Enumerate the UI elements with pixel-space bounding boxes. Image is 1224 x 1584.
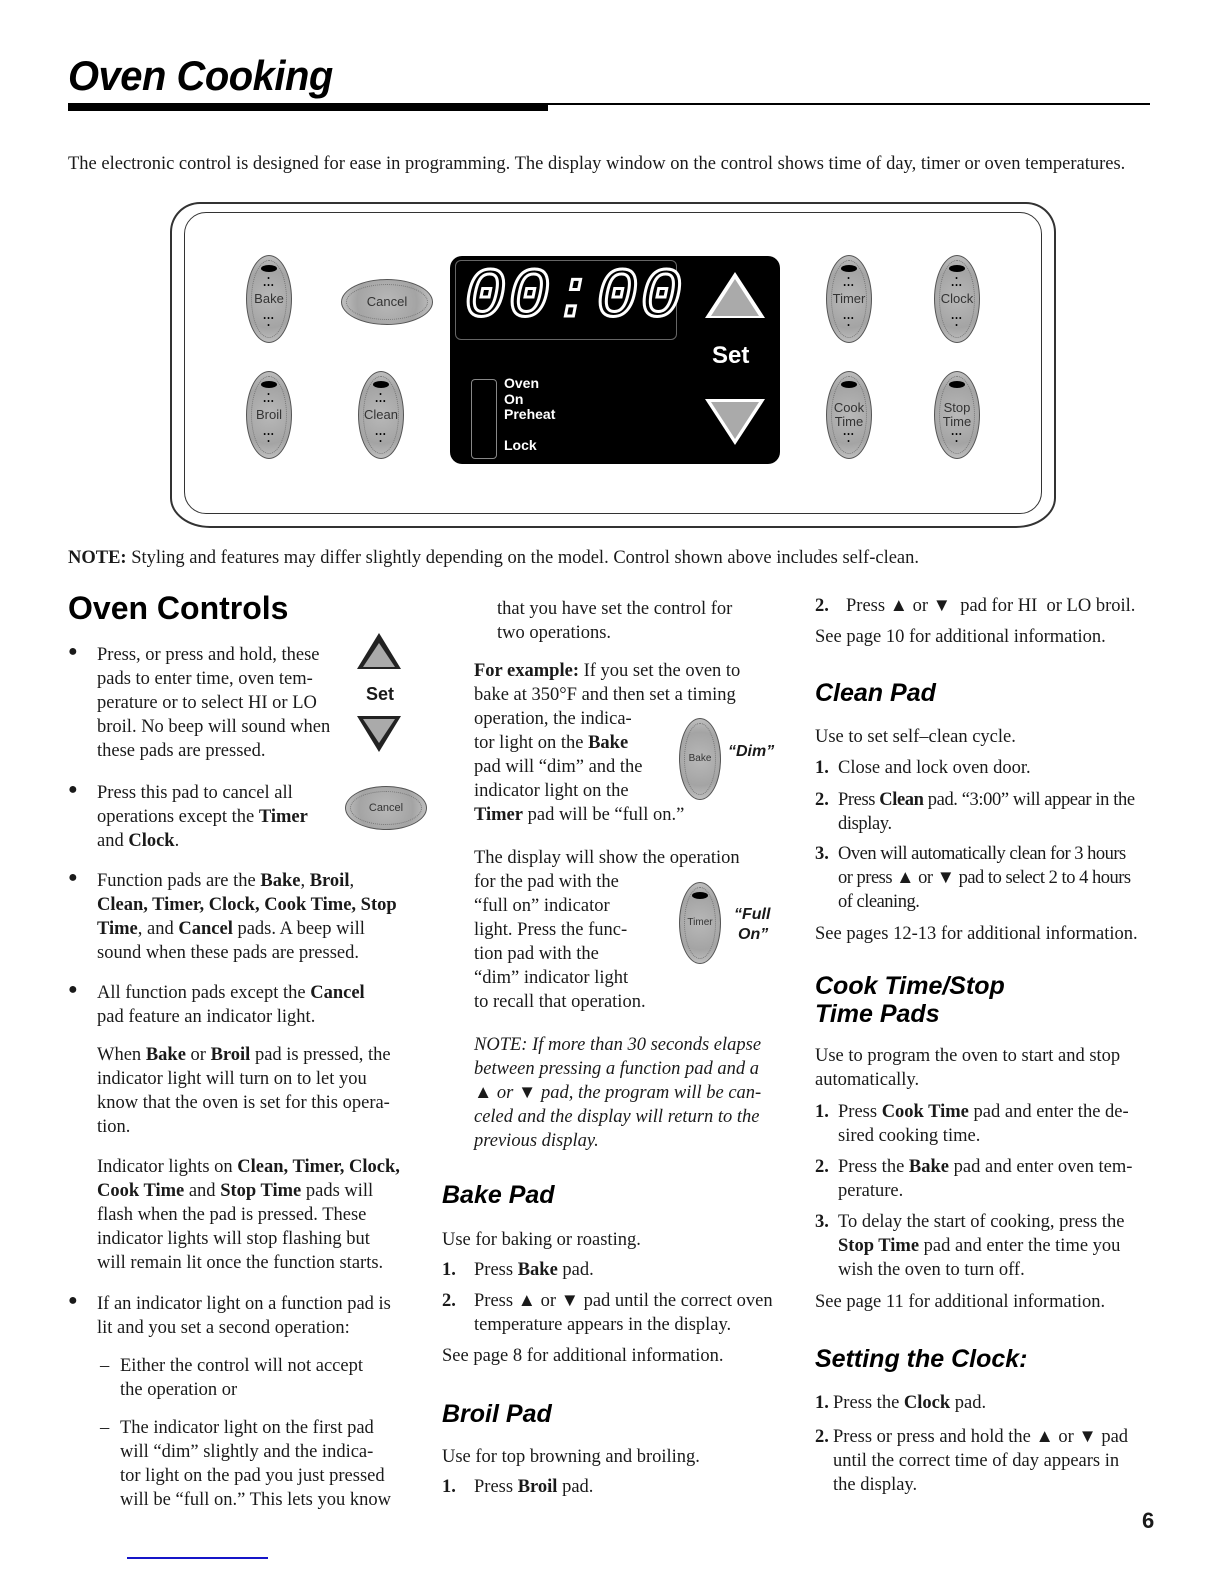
bullet-set-pads: Press, or press and hold, these pads to enter time, oven tem- perature or to select HI or LO broil. No beep will sound when these pads are pressed.: [97, 645, 331, 761]
step-number: 2.: [815, 1157, 829, 1177]
dots-icon: ••• •: [951, 430, 963, 446]
intro-paragraph: The electronic control is designed for ease in programming. The display window on the control shows time of day, timer or oven temperatures.: [68, 154, 1126, 174]
bullet-icon: ●: [68, 643, 78, 660]
dots-icon: • •••: [263, 274, 275, 290]
setting-clock-heading: Setting the Clock:: [815, 1345, 1028, 1373]
set-label-small: Set: [366, 684, 395, 704]
step-number: 3.: [815, 1212, 829, 1232]
bake-pad[interactable]: • ••• Bake ••• •: [246, 255, 292, 343]
clean-pad[interactable]: • ••• Clean ••• •: [358, 371, 404, 459]
dots-icon: ••• •: [263, 314, 275, 330]
clean-pad-intro: Use to set self–clean cycle.: [815, 727, 1016, 747]
step-number: 3.: [815, 844, 829, 864]
timer-pad[interactable]: • ••• Timer ••• •: [826, 255, 872, 343]
clean-pad-heading: Clean Pad: [815, 679, 936, 707]
indicator-preheat: Preheat: [504, 406, 556, 422]
dots-icon: ••• •: [843, 314, 855, 330]
cook-stop-intro: Use to program the oven to start and stop automatically.: [815, 1046, 1121, 1090]
page-title: Oven Cooking: [68, 52, 333, 99]
dots-icon: • •••: [843, 274, 855, 290]
page-number: 6: [1142, 1508, 1155, 1533]
cook-stop-heading: Cook Time/Stop Time Pads: [815, 972, 1005, 1028]
clean-step-3: Oven will automatically clean for 3 hours or press ▲ or ▼ pad to select 2 to 4 hours of cleaning.: [838, 844, 1131, 912]
clean-see-page: See pages 12-13 for additional information.: [815, 924, 1138, 944]
para-flash: Indicator lights on Clean, Timer, Clock, Cook Time and Stop Time pads will flash when the pad is pressed. These indicator lights will stop flashing but will remain lit once the function starts.: [97, 1157, 400, 1273]
step-number: 2.: [815, 1427, 829, 1447]
set-label: Set: [712, 342, 750, 369]
bake-see-page: See page 8 for additional information.: [442, 1346, 724, 1366]
footer-link-underline[interactable]: [127, 1557, 268, 1559]
stop-time-pad[interactable]: Stop Time ••• •: [934, 371, 980, 459]
step-number: 2.: [815, 790, 829, 810]
clock-pad[interactable]: • ••• Clock ••• •: [934, 255, 980, 343]
indicator-light-icon: [373, 381, 389, 388]
step-number: 1.: [815, 1102, 829, 1122]
indicator-light-icon: [949, 381, 965, 388]
dots-icon: • •••: [375, 390, 387, 406]
cook-stop-see-page: See page 11 for additional information.: [815, 1292, 1106, 1312]
bullet-icon: ●: [68, 1292, 78, 1309]
broil-step-1: Press Broil pad.: [474, 1477, 594, 1497]
up-arrow-pad-icon: [711, 279, 759, 316]
broil-pad-intro: Use for top browning and broiling.: [442, 1447, 700, 1467]
down-arrow-pad-icon: [711, 402, 759, 439]
dash-item-dim: The indicator light on the first pad will “dim” slightly and the indica- tor light on the pad you just pressed will be “full on.” This lets you know: [120, 1418, 391, 1510]
display-paragraph: The display will show the operation for the pad with the “full on” indicator light. Press the func- tion pad with the “dim” indicator light to recall that operation.: [474, 848, 740, 1012]
dots-icon: ••• •: [843, 430, 855, 446]
indicator-light-icon: [261, 265, 277, 272]
bullet-icon: ●: [68, 781, 78, 798]
clock-step-1: Press the Clock pad.: [833, 1393, 987, 1413]
step-number: 1.: [442, 1260, 456, 1280]
broil-pad[interactable]: • ••• Broil ••• •: [246, 371, 292, 459]
dim-callout: “Dim”: [728, 743, 775, 760]
title-rule-thick: [68, 103, 548, 111]
indicator-light-icon: [692, 892, 708, 899]
down-arrow-fill: [363, 719, 395, 743]
continued-text: that you have set the control for two operations.: [497, 599, 733, 643]
for-example-paragraph: For example: If you set the oven to bake at 350°F and then set a timing operation, the indica- tor light on the Bake pad will “dim” and the indicator light on the Timer pad will be “full on.”: [474, 661, 741, 825]
bake-pad-dim-icon: Bake: [679, 718, 721, 800]
cook-time-pad[interactable]: Cook Time ••• •: [826, 371, 872, 459]
step-number: 1.: [815, 1393, 829, 1413]
broil-see-page: See page 10 for additional information.: [815, 627, 1106, 647]
broil-pad-heading: Broil Pad: [442, 1400, 552, 1428]
dash-item-not-accept: Either the control will not accept the operation or: [120, 1356, 363, 1400]
step-number: 2.: [442, 1291, 456, 1311]
clock-step-2: Press or press and hold the ▲ or ▼ pad until the correct time of day appears in the display.: [833, 1427, 1129, 1495]
bake-pad-heading: Bake Pad: [442, 1181, 555, 1209]
dash-icon: –: [100, 1356, 110, 1376]
bullet-icon: ●: [68, 981, 78, 998]
indicator-light-icon: [841, 265, 857, 272]
bullet-indicator-light: All function pads except the Cancel pad feature an indicator light.: [97, 983, 365, 1027]
bullet-cancel-pad: Press this pad to cancel all operations except the Timer and Clock.: [97, 783, 308, 851]
dots-icon: • •••: [263, 390, 275, 406]
indicator-window: [471, 379, 497, 459]
full-on-callout: “Full On”: [734, 906, 771, 943]
broil-step-2: Press ▲ or ▼ pad for HI or LO broil.: [846, 596, 1136, 616]
bake-step-2: Press ▲ or ▼ pad until the correct oven temperature appears in the display.: [474, 1291, 773, 1335]
dash-icon: –: [100, 1418, 110, 1438]
cook-stop-step-1: Press Cook Time pad and enter the de- sired cooking time.: [838, 1102, 1129, 1146]
clean-step-1: Close and lock oven door.: [838, 758, 1031, 778]
bullet-second-operation: If an indicator light on a function pad is lit and you set a second operation:: [97, 1294, 391, 1338]
indicator-oven-on: Oven On: [504, 375, 540, 407]
dots-icon: ••• •: [951, 314, 963, 330]
bullet-icon: ●: [68, 869, 78, 886]
timer-pad-full-on-icon: Timer: [679, 882, 721, 964]
oven-controls-heading: Oven Controls: [68, 590, 289, 626]
cook-stop-step-2: Press the Bake pad and enter oven tem- perature.: [838, 1157, 1133, 1201]
timeout-note: NOTE: If more than 30 seconds elapse between pressing a function pad and a ▲ or ▼ pad, the program will be can- celed and the display will return to the previous display.: [474, 1035, 762, 1151]
bake-step-1: Press Bake pad.: [474, 1260, 594, 1280]
indicator-light-icon: [841, 381, 857, 388]
dots-icon: ••• •: [263, 430, 275, 446]
step-number: 2.: [815, 596, 829, 616]
para-bake-broil: When Bake or Broil pad is pressed, the indicator light will turn on to let you know that the oven is set for this opera- tion.: [97, 1045, 391, 1137]
title-rule-thin: [548, 103, 1150, 105]
bake-pad-intro: Use for baking or roasting.: [442, 1230, 641, 1250]
model-note: NOTE: Styling and features may differ slightly depending on the model. Control shown above includes self-clean.: [68, 548, 920, 568]
bullet-function-pads: Function pads are the Bake, Broil, Clean, Timer, Clock, Cook Time, Stop Time, and Cancel pads. A beep will sound when these pads are pressed.: [97, 871, 397, 963]
clean-step-2: Press Clean pad. “3:00” will appear in the display.: [838, 790, 1135, 834]
time-display: 00:00: [464, 259, 685, 338]
indicator-light-icon: [261, 381, 277, 388]
dots-icon: ••• •: [375, 430, 387, 446]
step-number: 1.: [442, 1477, 456, 1497]
dots-icon: • •••: [951, 274, 963, 290]
indicator-lock: Lock: [504, 437, 537, 453]
cook-stop-step-3: To delay the start of cooking, press the Stop Time pad and enter the time you wish the oven to turn off.: [838, 1212, 1125, 1280]
cancel-pad[interactable]: Cancel: [341, 279, 433, 325]
indicator-light-icon: [949, 265, 965, 272]
up-arrow-fill: [363, 643, 395, 667]
step-number: 1.: [815, 758, 829, 778]
cancel-pad-icon: Cancel: [345, 786, 427, 830]
